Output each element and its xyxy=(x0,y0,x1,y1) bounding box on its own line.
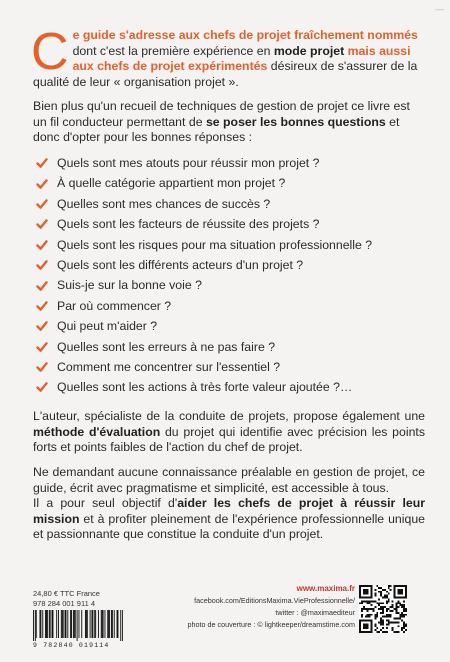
purpose-bold: se poser les bonnes questions xyxy=(205,114,386,129)
question-item xyxy=(36,337,426,357)
check-icon xyxy=(36,178,48,190)
check-icon xyxy=(36,157,48,169)
price-label: 24,80 € TTC France xyxy=(33,589,100,598)
question-text: Par où commencer ? xyxy=(57,298,172,313)
publisher-website: www.maxima.fr xyxy=(296,584,355,593)
intro-text-1: dont c'est la première expérience en xyxy=(72,43,274,58)
question-text: Quelles sont les erreurs à ne pas faire ? xyxy=(57,339,276,354)
author-text-1: L'auteur, spécialiste de la conduite de projets, propose également une xyxy=(33,409,425,423)
question-list xyxy=(36,153,426,398)
corner-mark: — xyxy=(435,4,444,14)
question-item xyxy=(36,255,426,275)
barcode xyxy=(33,610,123,650)
goal-line-2 xyxy=(33,496,425,543)
goal-bold: aider les chefs de projet à réussir leur mission xyxy=(33,496,426,526)
intro-highlight-2: mais aussi aux chefs de projet expérimentés xyxy=(72,43,411,73)
purpose-text-1: Bien plus qu'un recueil de techniques de gestion de projet ce livre est un fil conducteur permettant de xyxy=(33,99,410,129)
goal-text-2: et à profiter pleinement de l'expérience professionnelle unique et passionnante que constitue la conduite d'un projet. xyxy=(33,511,425,542)
author-text-2: du projet qui identifie avec précision les points forts et points faibles de l'action du chef de projet. xyxy=(33,424,425,455)
qr-code-icon xyxy=(359,585,407,633)
question-item xyxy=(36,194,426,214)
twitter-handle: twitter : @maximaediteur xyxy=(275,608,355,617)
check-icon xyxy=(36,239,48,251)
question-item xyxy=(36,214,426,234)
question-item xyxy=(36,357,426,377)
check-icon xyxy=(36,259,48,271)
purpose-text-2: et donc d'opter pour les bonnes réponses : xyxy=(33,114,400,144)
intro-bold-1: mode projet xyxy=(273,43,345,58)
drop-cap: C xyxy=(31,23,69,81)
question-item xyxy=(36,173,426,193)
check-icon xyxy=(36,218,48,230)
question-text: À quelle catégorie appartient mon projet ? xyxy=(57,176,286,191)
question-item xyxy=(36,153,426,173)
check-icon xyxy=(36,300,48,312)
check-icon xyxy=(36,381,48,393)
price-block xyxy=(33,589,100,609)
author-paragraph xyxy=(33,409,425,456)
author-bold: méthode d'évaluation xyxy=(33,424,161,439)
question-text: Quels sont les facteurs de réussite des projets ? xyxy=(57,217,320,232)
intro-text-2: désireux de s'assurer de la qualité de leur « organisation projet ». xyxy=(33,59,418,89)
question-text: Quels sont mes atouts pour réussir mon projet ? xyxy=(57,156,320,170)
publisher-credits xyxy=(188,583,356,631)
goal-line-1: Ne demandant aucune connaissance préalable en gestion de projet, ce guide, écrit avec pragmatisme et simplicité, est accessible à tous. xyxy=(33,465,425,495)
question-text: Quelles sont les actions à très forte valeur ajoutée ?… xyxy=(57,380,353,395)
question-item xyxy=(36,296,426,316)
question-text: Qui peut m'aider ? xyxy=(57,319,158,334)
check-icon xyxy=(36,361,48,373)
check-icon xyxy=(36,341,48,353)
check-icon xyxy=(36,320,48,332)
question-text: Suis-je sur la bonne voie ? xyxy=(57,278,202,293)
barcode-digits: 9 782840 019114 xyxy=(33,642,110,649)
check-icon xyxy=(36,198,48,210)
goal-text-1: Il a pour seul objectif d' xyxy=(33,496,178,511)
goal-paragraph xyxy=(33,465,425,543)
purpose-paragraph xyxy=(33,99,425,146)
facebook-link: facebook.com/EditionsMaxima.VieProfessionnelle/ xyxy=(194,596,355,605)
question-text: Quelles sont mes chances de succès ? xyxy=(57,196,271,211)
question-item xyxy=(36,275,426,295)
question-text: Quels sont les différents acteurs d'un projet ? xyxy=(57,257,304,272)
question-text: Quels sont les risques pour ma situation professionnelle ? xyxy=(57,237,373,252)
question-item xyxy=(36,377,426,397)
intro-paragraph xyxy=(31,23,425,90)
isbn-label: 978 284 001 911 4 xyxy=(33,599,96,608)
question-item xyxy=(36,316,426,336)
intro-highlight-1: e guide s'adresse aux chefs de projet fraîchement nommés xyxy=(72,28,418,42)
photo-credit: photo de couverture : © lightkeeper/dreamstime.com xyxy=(187,620,355,629)
question-text: Comment me concentrer sur l'essentiel ? xyxy=(57,359,281,374)
barcode-bars xyxy=(33,610,123,641)
question-item xyxy=(36,235,426,255)
check-icon xyxy=(36,280,48,292)
